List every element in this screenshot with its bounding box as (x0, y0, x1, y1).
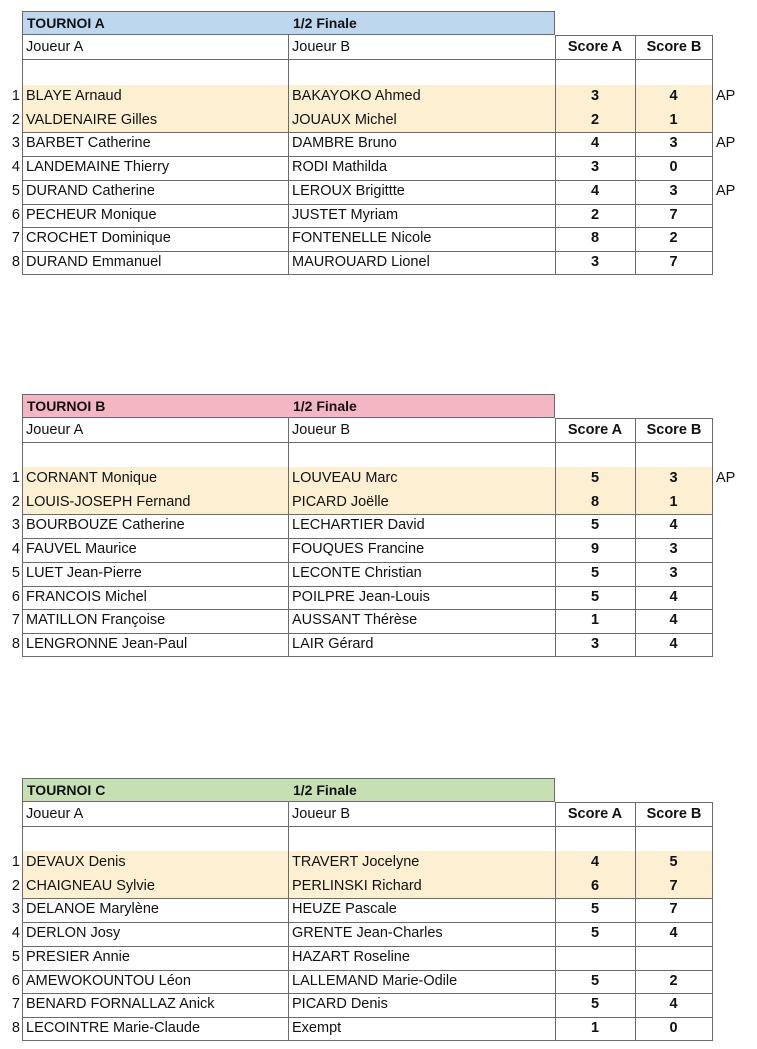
round-label: 1/2 Finale (293, 398, 357, 414)
player-b: LALLEMAND Marie-Odile (292, 972, 458, 989)
player-a: BENARD FORNALLAZ Anick (26, 996, 215, 1013)
player-a: FRANCOIS Michel (26, 588, 147, 605)
score-a: 8 (590, 230, 600, 247)
score-a: 4 (590, 182, 600, 199)
player-a: DURAND Catherine (26, 182, 155, 199)
score-a: 3 (590, 635, 600, 652)
score-b: 4 (669, 996, 678, 1013)
player-b: LEROUX Brigittte (292, 182, 405, 199)
player-a: PECHEUR Monique (26, 206, 157, 223)
table-row (0, 609, 757, 633)
score-a: 2 (590, 111, 600, 128)
match-rows (0, 85, 757, 275)
table-row (0, 467, 757, 491)
col-player-b: Joueur B (292, 806, 351, 822)
row-number: 6 (11, 588, 20, 605)
player-a: BOURBOUZE Catherine (26, 517, 185, 534)
row-number: 2 (11, 493, 20, 510)
player-a: BLAYE Arnaud (26, 88, 122, 104)
table-row (0, 180, 757, 204)
player-a: BARBET Catherine (26, 135, 151, 152)
row-number: 3 (11, 135, 20, 152)
table-row (0, 898, 757, 922)
row-number: 7 (11, 996, 20, 1013)
score-a: 5 (590, 517, 600, 534)
col-player-a: Joueur A (26, 422, 84, 438)
row-number: 6 (11, 206, 20, 223)
score-b: 7 (669, 253, 678, 270)
score-b: 3 (669, 135, 678, 152)
match-rows (0, 467, 757, 657)
col-score-a: Score A (567, 422, 623, 438)
score-b: 5 (669, 854, 678, 870)
tournament-title-bar (22, 394, 555, 418)
table-row (0, 156, 757, 180)
score-a: 5 (590, 996, 600, 1013)
score-b: 2 (669, 972, 678, 989)
player-a: LENGRONNE Jean-Paul (26, 635, 188, 652)
table-row (0, 132, 757, 156)
col-score-b: Score B (646, 422, 702, 438)
player-b: TRAVERT Jocelyne (292, 854, 420, 870)
table-row (0, 586, 757, 610)
player-a: LECOINTRE Marie-Claude (26, 1019, 201, 1036)
player-b: Exempt (292, 1019, 342, 1036)
score-a: 3 (590, 88, 600, 104)
row-number: 4 (11, 541, 20, 558)
note-label: AP (716, 182, 736, 199)
score-b: 1 (669, 493, 678, 510)
player-b: PERLINSKI Richard (292, 877, 422, 894)
score-b: 4 (669, 635, 678, 652)
player-b: PICARD Denis (292, 996, 388, 1013)
score-b: 2 (669, 230, 678, 247)
table-row (0, 562, 757, 586)
row-number: 4 (11, 925, 20, 942)
tournament-name: TOURNOI A (27, 15, 105, 31)
player-b: LOUVEAU Marc (292, 470, 398, 486)
score-b: 7 (669, 206, 678, 223)
score-a: 8 (590, 493, 600, 510)
note-label: AP (716, 88, 736, 104)
table-row (0, 227, 757, 251)
row-number: 8 (11, 253, 20, 270)
player-b: LAIR Gérard (292, 635, 374, 652)
row-number: 2 (11, 111, 20, 128)
col-score-b: Score B (646, 39, 702, 55)
player-a: PRESIER Annie (26, 948, 130, 965)
player-b: RODI Mathilda (292, 159, 388, 176)
table-row (0, 514, 757, 538)
player-b: PICARD Joëlle (292, 493, 389, 510)
player-b: JUSTET Myriam (292, 206, 399, 223)
column-header-row (22, 35, 713, 59)
table-row (0, 875, 757, 899)
score-a: 5 (590, 588, 600, 605)
column-header-row (22, 418, 713, 442)
player-a: LANDEMAINE Thierry (26, 159, 170, 176)
player-a: CHAIGNEAU Sylvie (26, 877, 155, 894)
score-b: 1 (669, 111, 678, 128)
match-rows (0, 851, 757, 1041)
score-a: 6 (590, 877, 600, 894)
row-number: 1 (11, 470, 20, 486)
player-a: DEVAUX Denis (26, 854, 126, 870)
score-a: 1 (590, 612, 600, 629)
score-b: 7 (669, 901, 678, 918)
player-b: HAZART Roseline (292, 948, 410, 965)
row-number: 3 (11, 517, 20, 534)
score-b: 4 (669, 925, 678, 942)
player-b: JOUAUX Michel (292, 111, 397, 128)
score-a: 5 (590, 925, 600, 942)
player-b: DAMBRE Bruno (292, 135, 397, 152)
table-row (0, 993, 757, 1017)
col-player-a: Joueur A (26, 39, 84, 55)
player-b: AUSSANT Thérèse (292, 612, 418, 629)
tournament-title-bar (22, 778, 555, 802)
table-row (0, 538, 757, 562)
col-player-b: Joueur B (292, 39, 351, 55)
table-row (0, 204, 757, 228)
table-row (0, 109, 757, 133)
table-row (0, 491, 757, 515)
row-number: 5 (11, 564, 20, 581)
tournament-name: TOURNOI C (27, 782, 106, 798)
note-label: AP (716, 470, 736, 486)
player-b: HEUZE Pascale (292, 901, 397, 918)
tournament-name: TOURNOI B (27, 398, 106, 414)
round-label: 1/2 Finale (293, 15, 357, 31)
row-number: 7 (11, 612, 20, 629)
score-b: 4 (669, 588, 678, 605)
player-b: POILPRE Jean-Louis (292, 588, 430, 605)
row-number: 5 (11, 948, 20, 965)
score-b: 4 (669, 612, 678, 629)
player-b: LECHARTIER David (292, 517, 425, 534)
col-score-a: Score A (567, 39, 623, 55)
score-b: 0 (669, 1019, 678, 1036)
row-number: 7 (11, 230, 20, 247)
score-a: 2 (590, 206, 600, 223)
player-b: FONTENELLE Nicole (292, 230, 432, 247)
player-b: MAUROUARD Lionel (292, 253, 430, 270)
col-score-a: Score A (567, 806, 623, 822)
player-b: GRENTE Jean-Charles (292, 925, 443, 942)
score-a: 5 (590, 972, 600, 989)
row-number: 3 (11, 901, 20, 918)
row-number: 8 (11, 635, 20, 652)
player-a: VALDENAIRE Gilles (26, 111, 158, 128)
row-number: 6 (11, 972, 20, 989)
player-a: CROCHET Dominique (26, 230, 171, 247)
col-player-b: Joueur B (292, 422, 351, 438)
player-a: DELANOE Marylène (26, 901, 159, 918)
score-a: 5 (590, 901, 600, 918)
player-b: FOUQUES Francine (292, 541, 425, 558)
player-b: BAKAYOKO Ahmed (292, 88, 421, 104)
table-row (0, 1017, 757, 1041)
player-a: AMEWOKOUNTOU Léon (26, 972, 191, 989)
player-a: LOUIS-JOSEPH Fernand (26, 493, 191, 510)
table-row (0, 922, 757, 946)
table-row (0, 970, 757, 994)
score-b: 0 (669, 159, 678, 176)
tournament-title-bar (22, 11, 555, 35)
score-a: 3 (590, 159, 600, 176)
player-a: DERLON Josy (26, 925, 121, 942)
score-b: 3 (669, 564, 678, 581)
row-number: 4 (11, 159, 20, 176)
score-b: 4 (669, 517, 678, 534)
row-number: 8 (11, 1019, 20, 1036)
score-b: 4 (669, 88, 678, 104)
player-a: CORNANT Monique (26, 470, 158, 486)
table-row (0, 633, 757, 657)
table-row (0, 85, 757, 109)
score-a: 9 (590, 541, 600, 558)
table-row (0, 251, 757, 275)
score-a: 5 (590, 564, 600, 581)
player-a: LUET Jean-Pierre (26, 564, 142, 581)
row-number: 2 (11, 877, 20, 894)
score-b: 3 (669, 541, 678, 558)
col-score-b: Score B (646, 806, 702, 822)
row-number: 5 (11, 182, 20, 199)
row-number: 1 (11, 854, 20, 870)
score-b: 3 (669, 470, 678, 486)
score-a: 5 (590, 470, 600, 486)
column-header-row (22, 802, 713, 826)
col-player-a: Joueur A (26, 806, 84, 822)
score-a: 4 (590, 135, 600, 152)
table-row (0, 946, 757, 970)
player-b: LECONTE Christian (292, 564, 422, 581)
round-label: 1/2 Finale (293, 782, 357, 798)
note-label: AP (716, 135, 736, 152)
table-row (0, 851, 757, 875)
score-a: 3 (590, 253, 600, 270)
row-number: 1 (11, 88, 20, 104)
score-b: 3 (669, 182, 678, 199)
score-a: 4 (590, 854, 600, 870)
player-a: FAUVEL Maurice (26, 541, 137, 558)
player-a: DURAND Emmanuel (26, 253, 162, 270)
score-a: 1 (590, 1019, 600, 1036)
player-a: MATILLON Françoise (26, 612, 166, 629)
score-b: 7 (669, 877, 678, 894)
